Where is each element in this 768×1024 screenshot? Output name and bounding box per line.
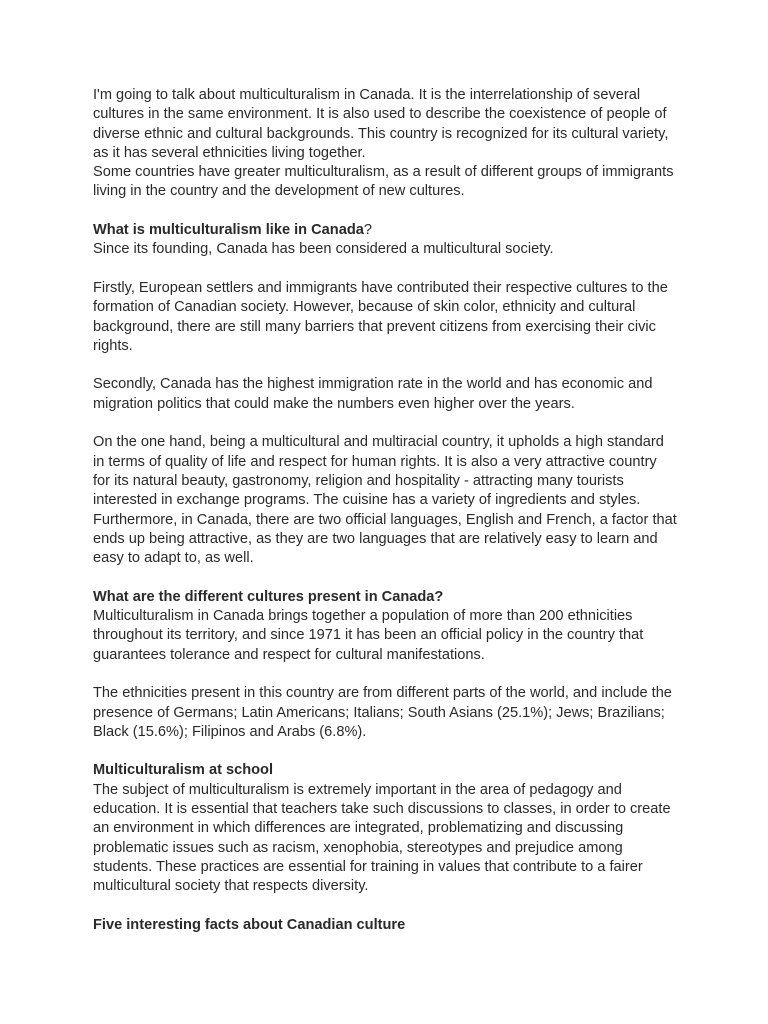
section3-paragraph-1: The subject of multiculturalism is extremely important in the area of pedagogy and education. It is essential that teachers take such discussions to classes, in order to create an environment in which differences are integrated, problematizing and discussing problematic issues such as racism, xenophobia, stereotypes and prejudice among students. These practices are essential for training in values that contribute to a fairer multicultural society that respects diversity.	[93, 781, 671, 895]
section-heading-five-facts: Five interesting facts about Canadian culture	[93, 916, 406, 933]
section-heading-school: Multiculturalism at school	[93, 762, 274, 779]
section-heading-question-mark: ?	[363, 222, 372, 239]
document-page	[93, 86, 677, 935]
section-heading-different-cultures: What are the different cultures present in Canada?	[93, 588, 444, 605]
section-heading-text: What is multiculturalism like in Canada	[93, 222, 364, 239]
intro-paragraph-2: Some countries have greater multiculturalism, as a result of different groups of immigrants living in the country and the development of new cultures.	[93, 164, 674, 200]
section2-paragraph-2: The ethnicities present in this country are from different parts of the world, and include the presence of Germans; Latin Americans; Italians; South Asians (25.1%); Jews; Brazilians; Black (15.6%); Filipinos and Arabs (6.8%).	[93, 685, 672, 740]
section-heading-multiculturalism-canada	[93, 221, 677, 240]
intro-paragraph-1: I'm going to talk about multiculturalism in Canada. It is the interrelationship of several cultures in the same environment. It is also used to describe the coexistence of people of diverse ethnic and cultural backgrounds. This country is recognized for its cultural variety, as it has several ethnicities living together.	[93, 87, 669, 161]
section1-paragraph-1: Since its founding, Canada has been considered a multicultural society.	[93, 241, 554, 258]
section1-paragraph-2: Firstly, European settlers and immigrants have contributed their respective cultures to the formation of Canadian society. However, because of skin color, ethnicity and cultural background, there are still many barriers that prevent citizens from exercising their civic rights.	[93, 279, 668, 354]
section1-paragraph-4: On the one hand, being a multicultural and multiracial country, it upholds a high standard in terms of quality of life and respect for human rights. It is also a very attractive country for its natural beauty, gastronomy, religion and hospitality - attracting many tourists interested in exchange programs. The cuisine has a variety of ingredients and styles. Furthermore, in Canada, there are two official languages, English and French, a factor that ends up being attractive, as they are two languages that are relatively easy to learn and easy to adapt to, as well.	[93, 434, 677, 567]
section1-paragraph-3: Secondly, Canada has the highest immigration rate in the world and has economic and migration politics that could make the numbers even higher over the years.	[93, 376, 653, 412]
section2-paragraph-1: Multiculturalism in Canada brings together a population of more than 200 ethnicities throughout its territory, and since 1971 it has been an official policy in the country that guarantees tolerance and respect for cultural manifestations.	[93, 608, 644, 663]
